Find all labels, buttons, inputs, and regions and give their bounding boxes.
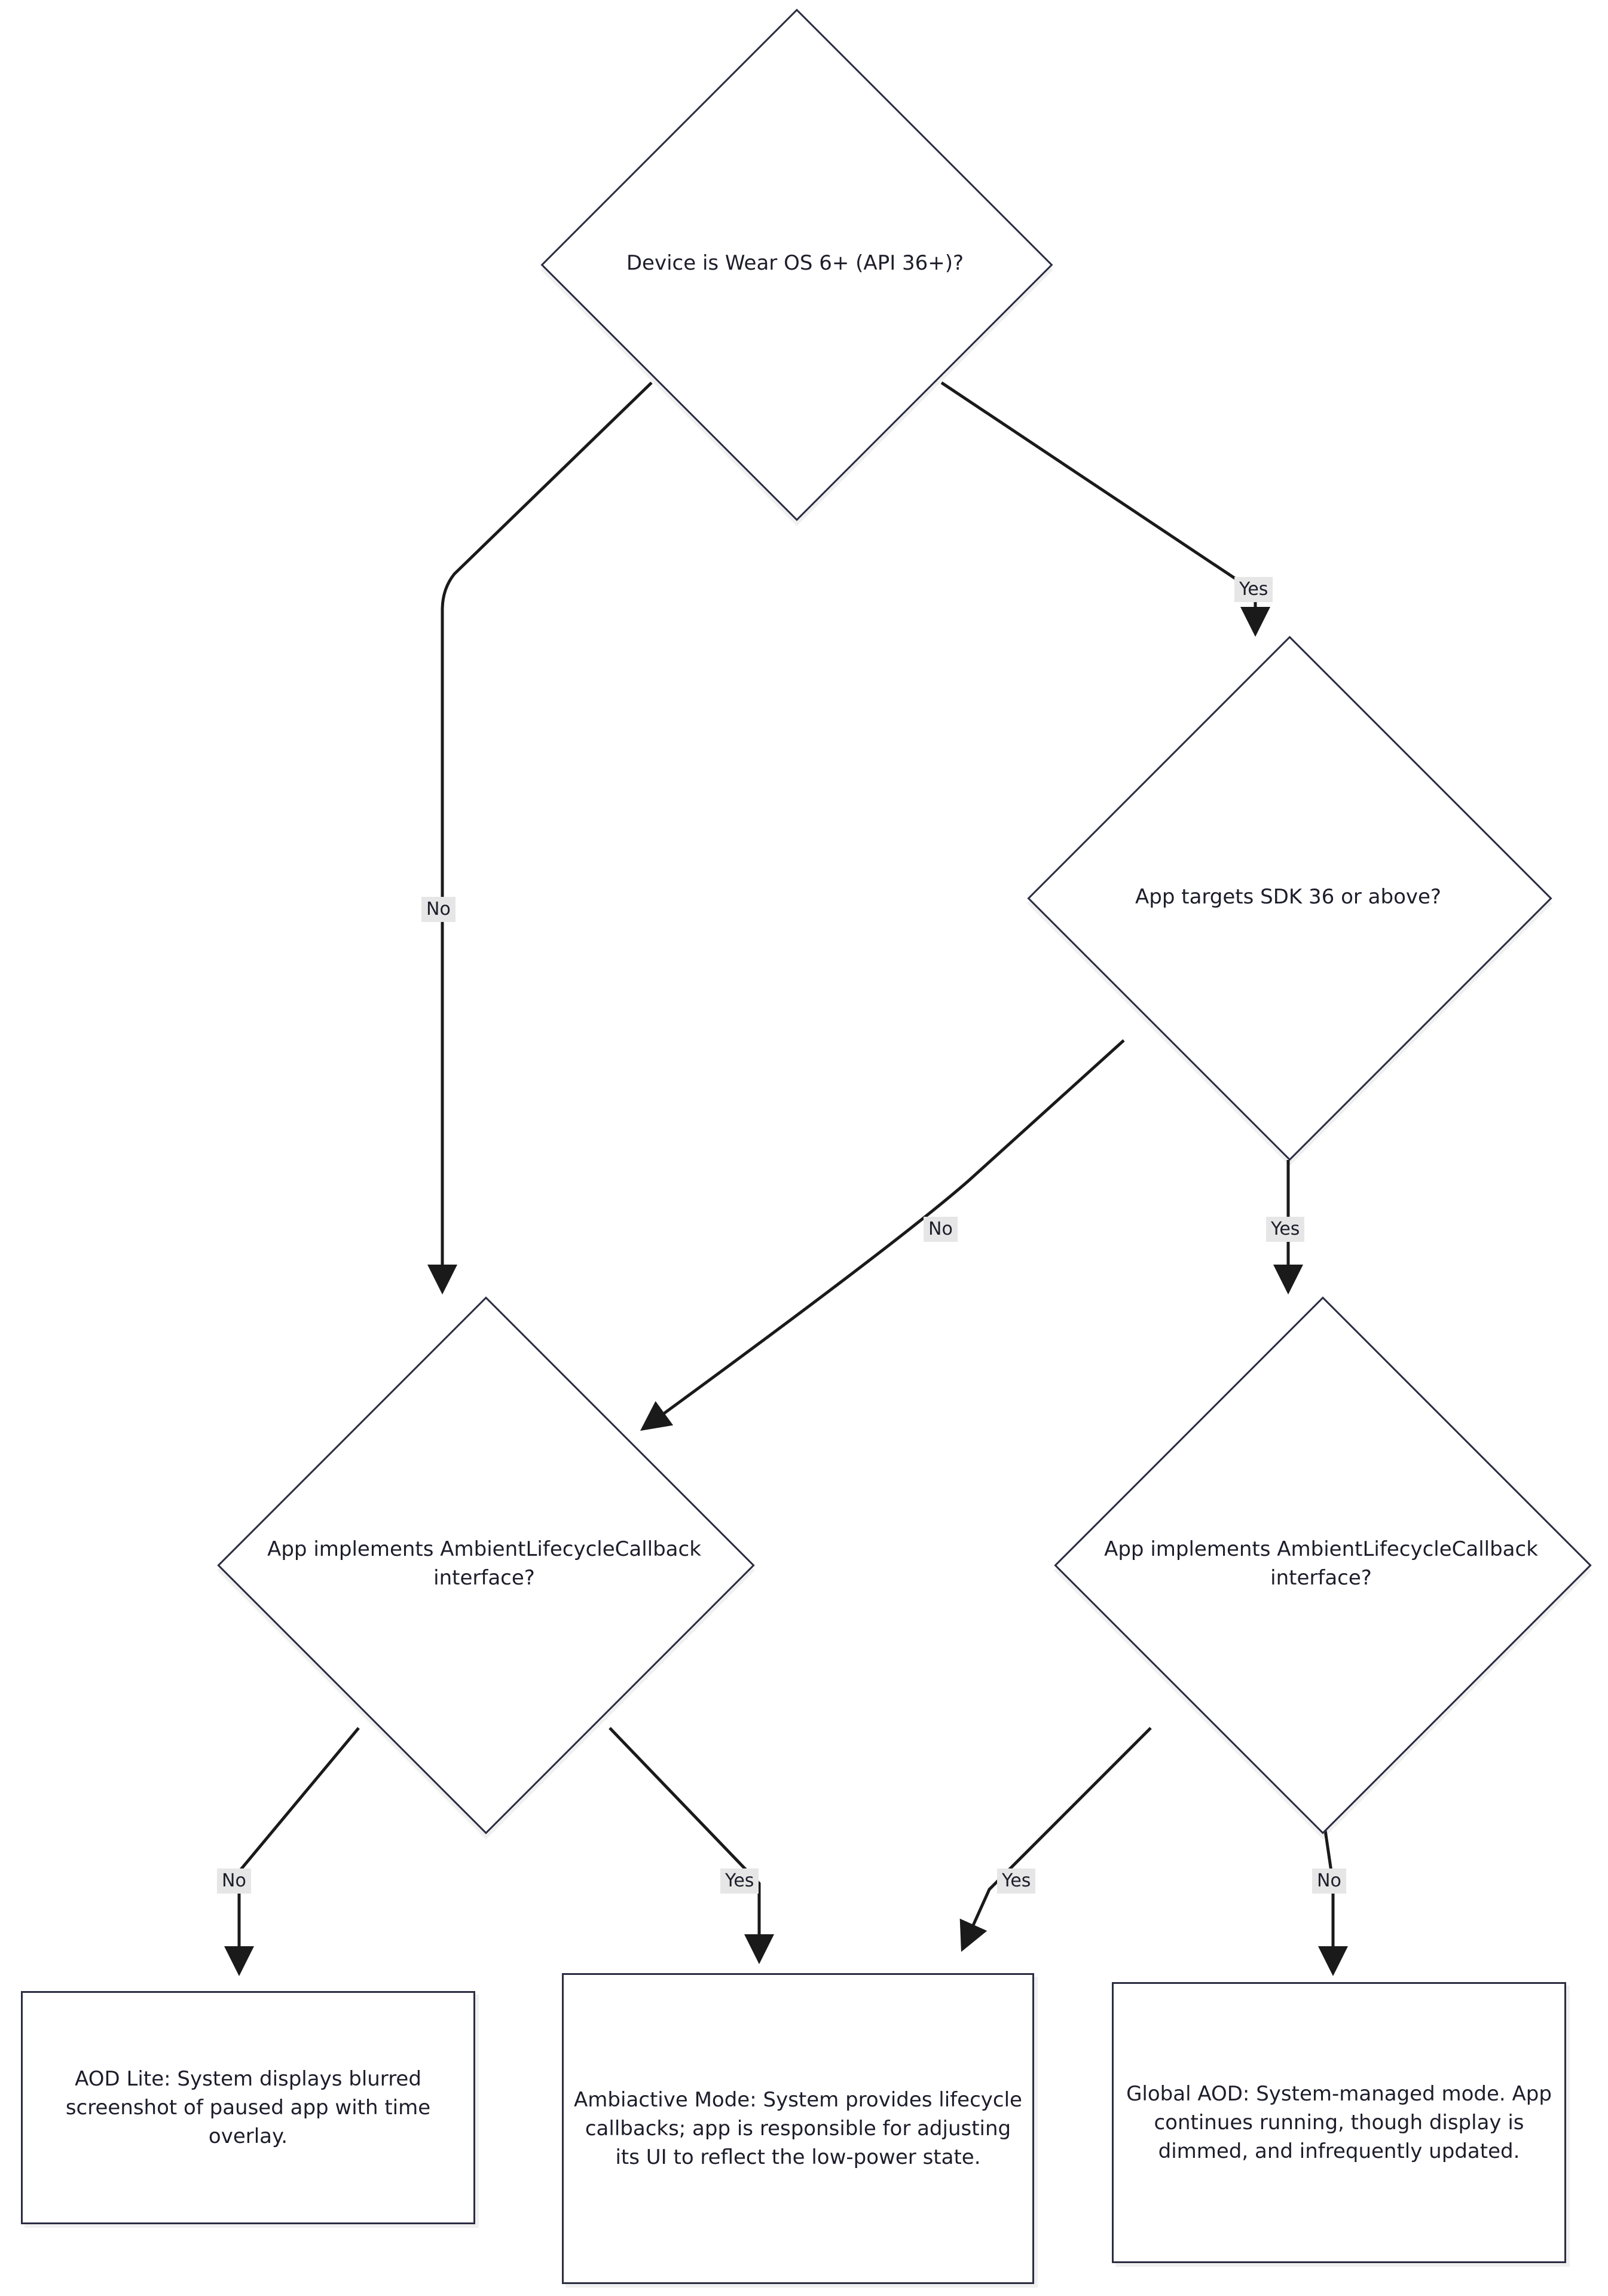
node-label: AOD Lite: System displays blurred screenshot of paused app with time overlay. <box>65 2066 431 2149</box>
outcome-node-global-aod[interactable] <box>1112 1982 1566 2263</box>
edge-label-callback-right-yes: Yes <box>997 1868 1035 1894</box>
node-label: Device is Wear OS 6+ (API 36+)? <box>626 251 964 275</box>
decision-node-callback-right[interactable] <box>1055 1297 1587 1830</box>
edge-label-callback-right-no: No <box>1312 1868 1346 1894</box>
node-label: App implements AmbientLifecycleCallback interface? <box>1104 1537 1538 1590</box>
node-label: App implements AmbientLifecycleCallback interface? <box>267 1537 701 1590</box>
edge-label-callback-left-no: No <box>217 1868 251 1894</box>
edge-label-device-no: No <box>421 897 456 922</box>
node-label: Ambiactive Mode: System provides lifecycle callbacks; app is responsible for adjusting its UI to reflect the low-power state. <box>574 2087 1022 2170</box>
decision-node-device-wear-os[interactable] <box>538 6 1052 520</box>
node-label: Global AOD: System-managed mode. App continues running, though display is dimmed, and infrequently updated. <box>1126 2081 1552 2164</box>
edge-label-sdk-yes: Yes <box>1266 1217 1304 1242</box>
edge-label-device-yes: Yes <box>1234 577 1273 602</box>
outcome-node-aod-lite[interactable] <box>21 1991 475 2224</box>
decision-node-target-sdk[interactable] <box>1028 637 1548 1157</box>
edge-label-sdk-no: No <box>924 1217 958 1242</box>
outcome-node-ambiactive-mode[interactable] <box>562 1973 1034 2284</box>
edge-label-callback-left-yes: Yes <box>720 1868 759 1894</box>
decision-node-callback-left[interactable] <box>218 1297 750 1830</box>
node-label: App targets SDK 36 or above? <box>1135 884 1441 909</box>
